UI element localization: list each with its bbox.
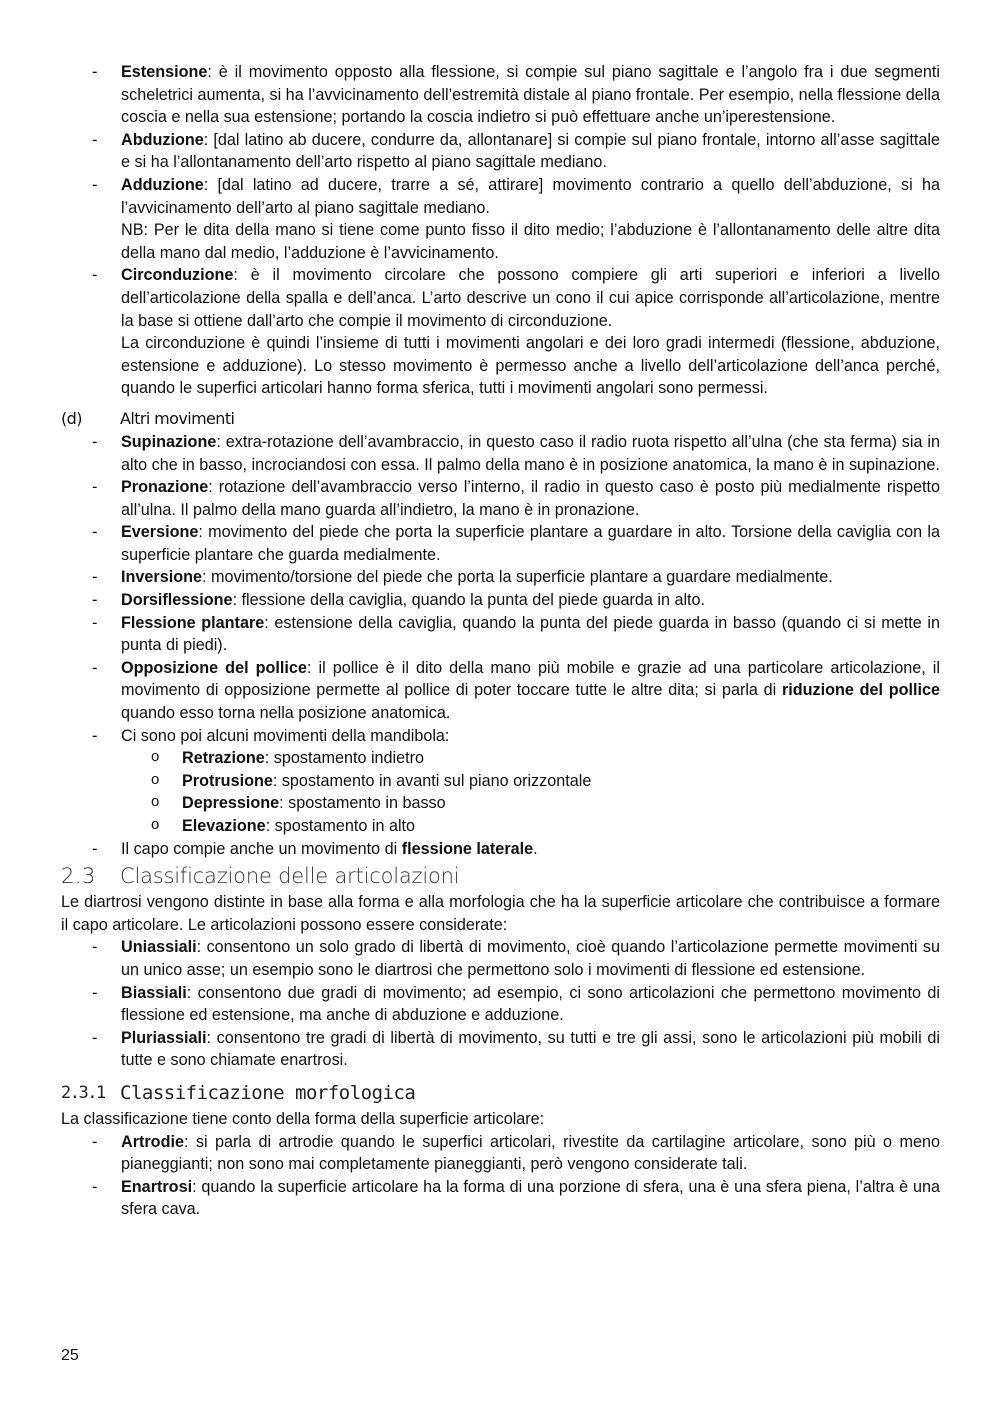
term: Artrodie [121,1132,184,1151]
page-content [61,61,940,1221]
section-heading-d [61,406,940,431]
term: Dorsiflessione [121,591,233,610]
definition: : spostamento in alto [265,817,416,835]
mandible-list [121,747,940,837]
list-item [61,936,940,981]
definition: : spostamento indietro [264,749,425,768]
section-number: 2.3.1 [61,1082,105,1103]
definition: quando esso torna nella posizione anatomica. [121,704,451,723]
definition: : è il movimento circolare che possono compiere gli arti superiori e inferiori a livello dell’articolazione della spalla e dell’anca. L’arto descrive un cono il cui apice corrisponde all’articolazione, mentre la base si ottiene dall’arto che compie il movimento di circonduzione. [121,266,940,330]
section-title: Classificazione morfologica [120,1081,416,1104]
section-title: Classificazione delle articolazioni [120,864,460,889]
term: Flessione plantare [121,613,265,632]
list-item [121,792,940,815]
definition: Il capo compie anche un movimento di [121,839,402,858]
list-item [61,612,940,657]
definition: : quando la superficie articolare ha la forma di una porzione di sfera, una è una sfera piena, l’altra è una sfera cava. [121,1177,940,1219]
definition: : si parla di artrodie quando le superfici articolari, rivestite da cartilagine articolare, sono più o meno pianeggianti; non sono mai completamente pianeggianti, però vengono considerate tali. [121,1132,940,1174]
term: Enartrosi [121,1177,193,1196]
definition: : [dal latino ad ducere, trarre a sé, attirare] movimento contrario a quello dell’abduzione, si ha l’avvicinamento dell’arto al piano sagittale mediano. [121,175,940,217]
definition: . [533,839,538,858]
list-item [61,476,940,521]
term: Uniassiali [121,938,197,957]
list-item [61,982,940,1027]
definition: : [dal latino ab ducere, condurre da, allontanare] si compie sul piano frontale, intorno all’asse sagittale e si ha l’allontanamento dell’arto rispetto al piano sagittale mediano. [121,130,940,172]
list-item [61,589,940,612]
list-item [121,815,940,838]
list-item [61,1027,940,1072]
definition: : consentono tre gradi di libertà di movimento, su tutti e tre gli assi, sono le articolazioni più mobili di tutte e sono chiamate enartrosi. [121,1028,940,1070]
list-item [61,1176,940,1221]
list-item [61,838,940,861]
term: Abduzione [121,130,204,149]
section-title: Altri movimenti [120,408,235,428]
list-item [61,725,940,838]
definition: : extra-rotazione dell’avambraccio, in questo caso il radio ruota rispetto all’ulna (che sta ferma) sia in alto che in basso, incrociandosi con essa. Il palmo della mano è in posizione anatomica, la mano è in supinazione. [121,432,940,474]
section-heading-2-3 [61,861,940,891]
axis-list [61,936,940,1072]
definition: : rotazione dell’avambraccio verso l’interno, il radio in questo caso è posto più medialmente rispetto all’ulna. Il palmo della mano guarda all’indietro, la mano è in pronazione. [121,478,940,519]
term: Elevazione [182,817,266,835]
list-item [121,770,940,793]
list-item [121,747,940,770]
list-item [61,566,940,589]
definition: : spostamento in avanti sul piano orizzontale [272,771,592,790]
term: Adduzione [121,175,204,194]
term: Retrazione [182,749,265,768]
term: Pronazione [121,478,209,497]
term: Inversione [121,568,202,587]
term: Protrusione [182,771,273,790]
morphology-list [61,1131,940,1221]
term: flessione laterale [401,839,534,858]
definition: : movimento del piede che porta la superficie plantare a guardare in alto. Torsione della caviglia con la superficie plantare che guarda medialmente. [121,523,940,564]
list-item [61,1131,940,1176]
definition: : consentono un solo grado di libertà di movimento, cioè quando l’articolazione permette movimenti su un unico asse; un esempio sono le diartrosi che permettono solo i movimenti di flessione ed estensione. [121,938,940,979]
term: Biassiali [121,983,187,1002]
section-intro: La classificazione tiene conto della forma della superficie articolare: [61,1109,545,1128]
term: Pluriassiali [121,1028,207,1047]
term: riduzione del pollice [781,681,940,700]
term: Opposizione del pollice [121,658,307,677]
note: La circonduzione è quindi l’insieme di tutti i movimenti angolari e dei loro gradi intermedi (flessione, abduzione, estensione e adduzione). Lo stesso movimento è permesso anche a livello dell’articolazione dell’anca perché, quando le superfici articolari hanno forma sferica, tutti i movimenti angolari sono permessi. [121,334,940,398]
term: Eversione [121,523,199,542]
definition: : consentono due gradi di movimento; ad esempio, ci sono articolazioni che permettono movimento di flessione ed estensione, ma anche di abduzione e adduzione. [121,983,940,1025]
list-item [61,521,940,566]
term: Circonduzione [121,266,234,285]
term: Supinazione [121,432,217,451]
list-item [61,431,940,476]
movement-list-other [61,431,940,860]
definition: : è il movimento opposto alla flessione, si compie sul piano sagittale e l’angolo fra i due segmenti scheletrici aumenta, si ha l’avvicinamento dell’estremità distale al piano frontale. Per esempio, nella flessione della coscia e nella sua estensione; portando la coscia indietro si può effettuare anche un’iperestensione. [121,63,940,127]
definition: : estensione della caviglia, quando la punta del piede guarda in basso (quando ci si mette in punta di piedi). [121,613,941,655]
section-number: (d) [61,408,82,428]
movement-list-top [61,61,940,400]
list-item [61,129,940,174]
mandible-intro: Ci sono poi alcuni movimenti della mandibola: [121,726,450,745]
definition: : spostamento in basso [279,794,446,813]
list-item [61,657,940,725]
section-number: 2.3 [61,864,96,889]
term: Estensione [121,63,208,81]
section-intro: Le diartrosi vengono distinte in base alla forma e alla morfologia che ha la superficie articolare che contribuisce a formare il capo articolare. Le articolazioni possono essere considerate: [61,893,940,934]
list-item [61,174,940,264]
term: Depressione [182,794,280,813]
section-heading-2-3-1 [61,1080,940,1108]
definition: : movimento/torsione del piede che porta la superficie plantare a guardare medialmente. [201,568,833,587]
list-item [61,264,940,400]
page-number: 25 [61,1347,79,1364]
definition: : il pollice è il dito della mano più mobile e grazie ad una particolare articolazione, il movimento di opposizione permette al pollice di poter toccare tutte le altre dita; si parla di [121,658,940,700]
definition: : flessione della caviglia, quando la punta del piede guarda in alto. [232,591,706,610]
note: NB: Per le dita della mano si tiene come punto fisso il dito medio; l’abduzione è l’allontanamento delle altre dita della mano dal medio, l’adduzione è l’avvicinamento. [121,221,940,262]
list-item [61,61,940,129]
